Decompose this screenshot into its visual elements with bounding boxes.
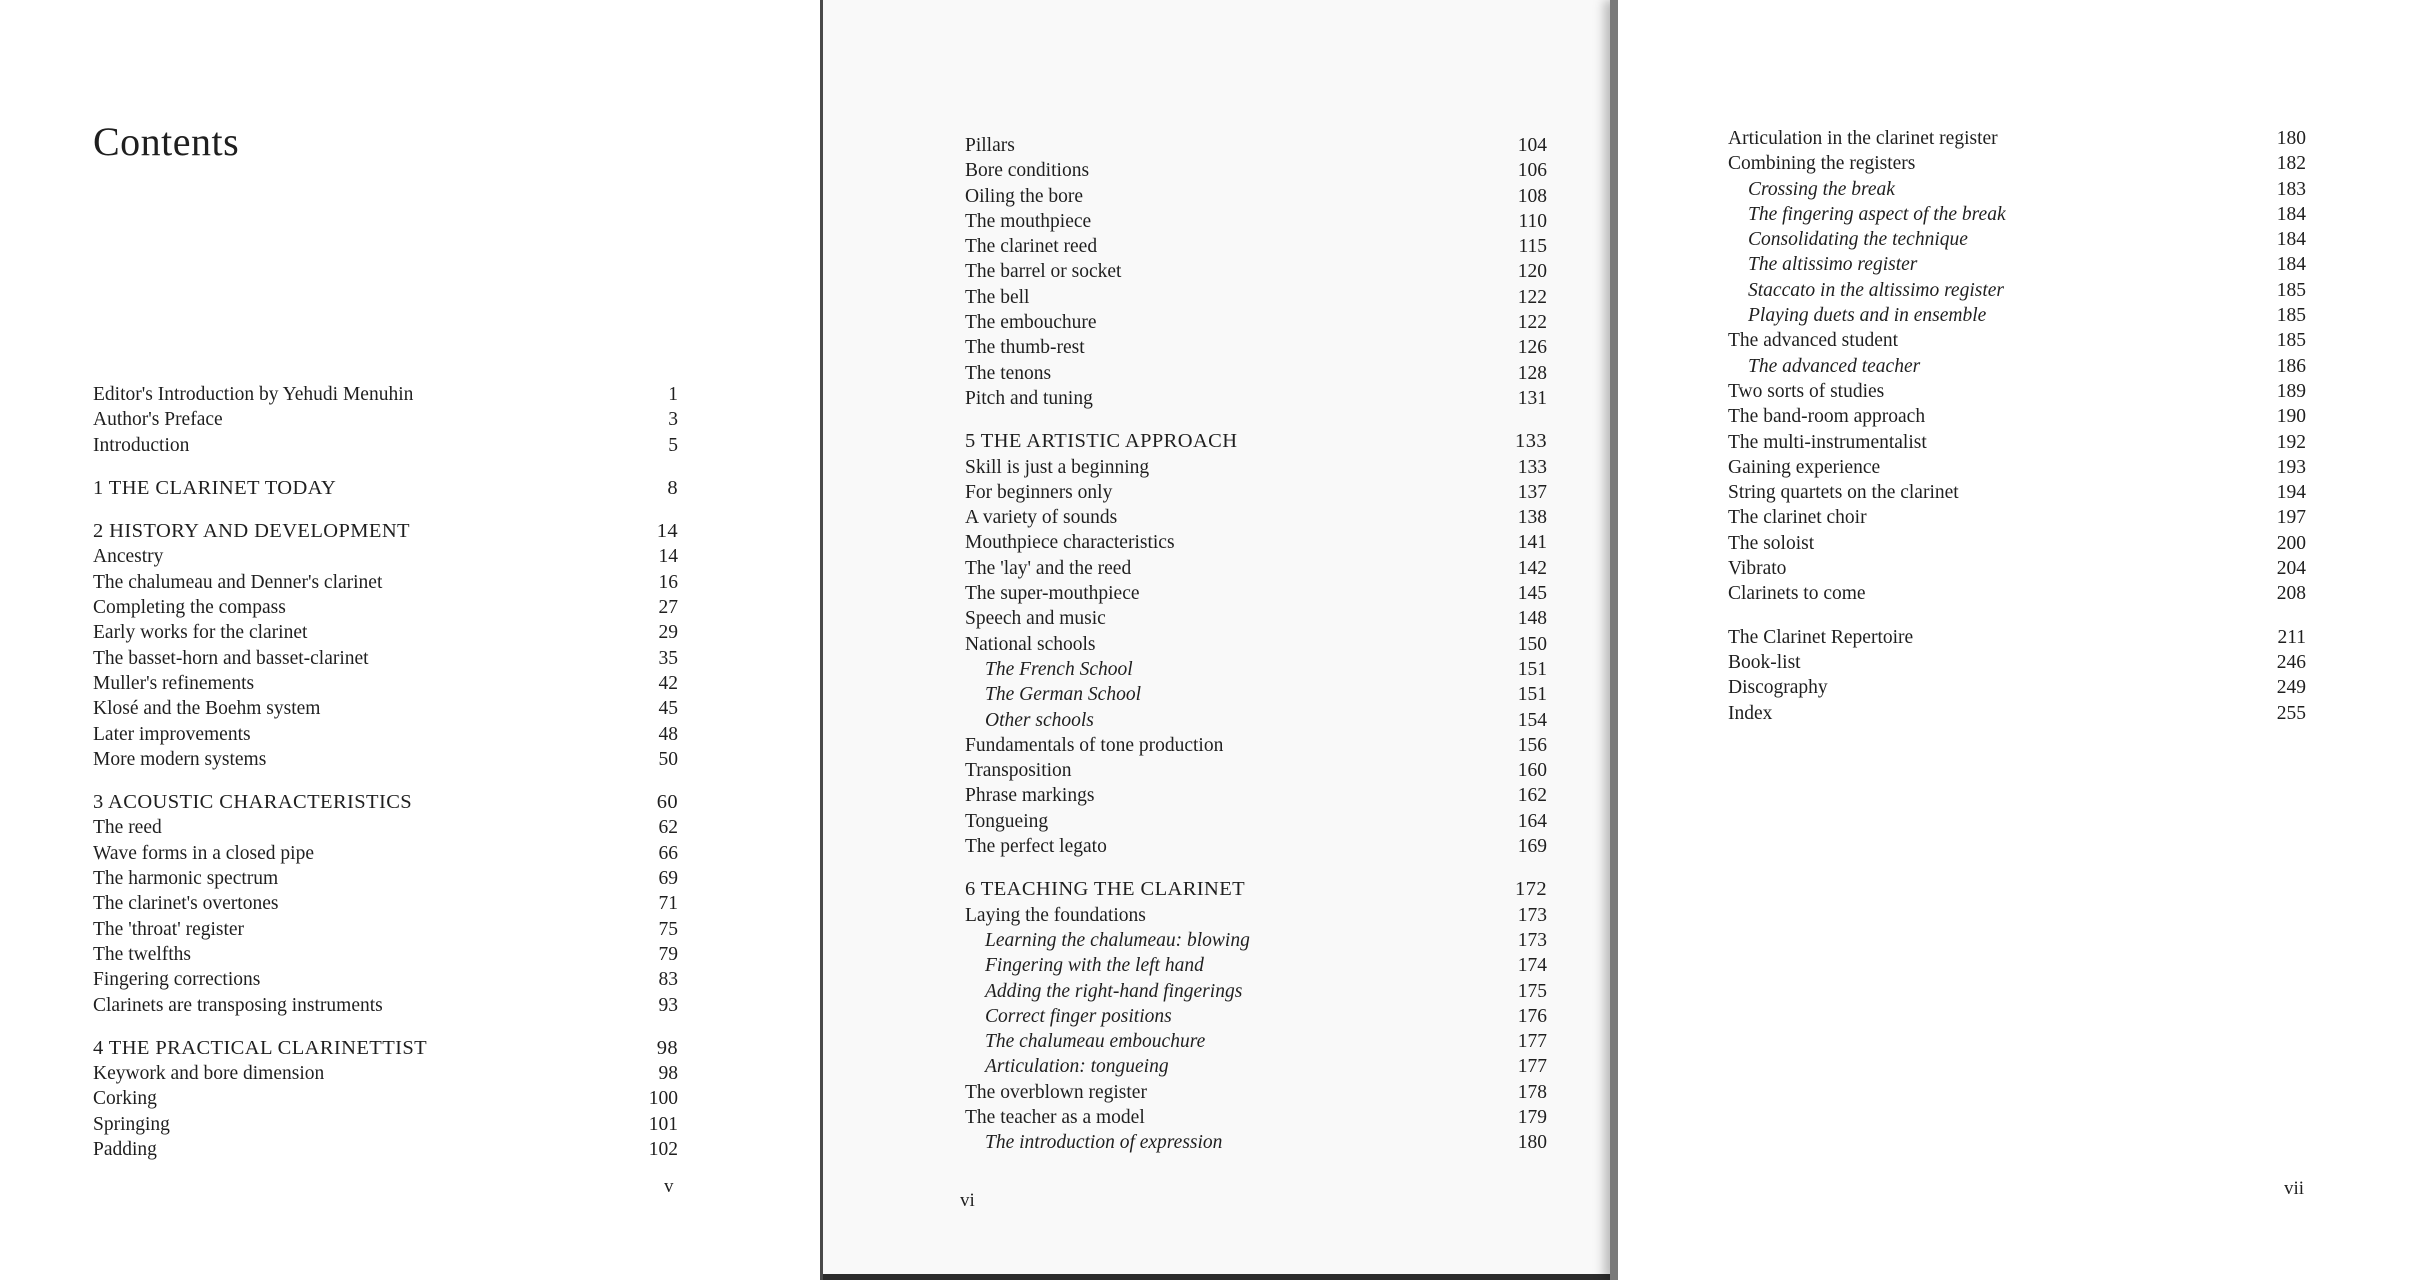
toc-entry xyxy=(1728,278,2306,303)
toc-entry-title: Articulation in the clarinet register xyxy=(1728,128,1998,149)
toc-entry xyxy=(1728,625,2306,650)
toc-entry-page: 79 xyxy=(658,943,678,965)
toc-entry-title: Ancestry xyxy=(93,546,164,568)
toc-entry-title: Combining the registers xyxy=(1728,153,1916,175)
toc-entry-title: The teacher as a model xyxy=(965,1106,1145,1128)
toc-entry xyxy=(93,646,678,671)
toc-entry xyxy=(965,1080,1547,1105)
toc-entry-page: 184 xyxy=(2276,229,2306,251)
toc-entry-page: 83 xyxy=(658,969,678,991)
toc-entry xyxy=(965,581,1547,606)
toc-entry xyxy=(965,310,1547,335)
toc-entry-title: Klosé and the Boehm system xyxy=(93,698,321,720)
toc-entry xyxy=(965,209,1547,234)
toc-entry-page: 104 xyxy=(1517,135,1547,156)
toc-entry xyxy=(965,429,1547,454)
toc-entry-page: 164 xyxy=(1517,810,1547,832)
toc-entry xyxy=(965,133,1547,158)
toc-entry-title: Early works for the clarinet xyxy=(93,622,308,644)
toc-entry xyxy=(93,433,678,458)
toc-entry-page: 122 xyxy=(1517,312,1547,334)
toc-entry-title: Completing the compass xyxy=(93,597,286,619)
toc-entry xyxy=(93,841,678,866)
toc-entry-title: 2 HISTORY AND DEVELOPMENT xyxy=(93,520,410,543)
toc-entry xyxy=(965,505,1547,530)
toc-entry-title: The chalumeau and Denner's clarinet xyxy=(93,571,383,593)
toc-entry-page: 156 xyxy=(1517,734,1547,756)
toc-entry-page: 5 xyxy=(668,434,678,456)
toc-entry-page: 180 xyxy=(2276,128,2306,149)
toc-entry-page: 122 xyxy=(1517,286,1547,308)
toc-entry xyxy=(93,1036,678,1061)
toc-entry-title: Muller's refinements xyxy=(93,672,255,694)
toc-entry-title: The reed xyxy=(93,817,162,839)
toc-entry-page: 14 xyxy=(658,546,678,568)
toc-entry-title: The clarinet's overtones xyxy=(93,893,279,915)
toc-entry xyxy=(965,834,1547,859)
toc-entry-page: 194 xyxy=(2276,482,2306,504)
toc-entry xyxy=(1728,650,2306,675)
toc-entry xyxy=(93,620,678,645)
toc-entry-page: 98 xyxy=(658,1063,678,1085)
toc-entry xyxy=(93,891,678,916)
toc-entry-title: The introduction of expression xyxy=(985,1132,1223,1154)
toc-entry-title: Editor's Introduction by Yehudi Menuhin xyxy=(93,384,414,405)
toc-entry xyxy=(965,335,1547,360)
toc-entry-page: 184 xyxy=(2276,203,2306,225)
toc-entry-page: 137 xyxy=(1517,481,1547,503)
toc-entry-page: 255 xyxy=(2276,702,2306,724)
toc-entry-page: 174 xyxy=(1517,955,1547,977)
toc-entry xyxy=(1728,126,2306,151)
toc-entry-title: 4 THE PRACTICAL CLARINETTIST xyxy=(93,1036,428,1059)
toc-entry-page: 48 xyxy=(658,723,678,745)
toc-entry-title: Clarinets are transposing instruments xyxy=(93,994,383,1016)
toc-entry xyxy=(965,285,1547,310)
toc-entry xyxy=(1728,252,2306,277)
toc-entry-title: Fingering with the left hand xyxy=(985,955,1204,977)
toc-entry-title: 3 ACOUSTIC CHARACTERISTICS xyxy=(93,791,413,814)
toc-entry xyxy=(1728,455,2306,480)
toc-entry xyxy=(965,480,1547,505)
toc-entry xyxy=(93,570,678,595)
toc-entry-title: Oiling the bore xyxy=(965,185,1084,207)
toc-entry-page: 204 xyxy=(2276,558,2306,580)
toc-entry xyxy=(965,708,1547,733)
toc-entry xyxy=(93,1061,678,1086)
toc-entry xyxy=(1728,328,2306,353)
toc-entry-title: The advanced student xyxy=(1728,330,1899,352)
toc-entry-page: 185 xyxy=(2276,279,2306,301)
toc-entry xyxy=(93,696,678,721)
toc-entry-title: The embouchure xyxy=(965,312,1097,334)
toc-entry-page: 50 xyxy=(658,748,678,770)
toc-entry-title: Fingering corrections xyxy=(93,969,261,991)
toc-entry-page: 102 xyxy=(648,1139,678,1161)
toc-entry-page: 62 xyxy=(658,817,678,839)
toc-entry-title: Phrase markings xyxy=(965,785,1095,807)
toc-entry-title: The perfect legato xyxy=(965,836,1107,858)
toc-entry xyxy=(93,967,678,992)
toc-entry-page: 246 xyxy=(2276,651,2306,673)
toc-entry-page: 120 xyxy=(1517,261,1547,283)
toc-page-vi xyxy=(820,0,1613,1280)
toc-entry-page: 154 xyxy=(1517,709,1547,731)
toc-entry xyxy=(965,606,1547,631)
toc-entry-page: 115 xyxy=(1518,236,1547,258)
toc-entry-page: 173 xyxy=(1517,929,1547,951)
toc-entry-title: The barrel or socket xyxy=(965,261,1122,283)
toc-entry-title: The tenons xyxy=(965,362,1052,384)
toc-entry-title: Later improvements xyxy=(93,723,251,745)
toc-entry xyxy=(1728,151,2306,176)
toc-entry-page: 208 xyxy=(2276,583,2306,605)
toc-entry xyxy=(1728,505,2306,530)
toc-entry xyxy=(1728,581,2306,606)
toc-entry-page: 128 xyxy=(1517,362,1547,384)
toc-entry xyxy=(965,733,1547,758)
toc-entry-title: National schools xyxy=(965,633,1096,655)
toc-entry-title: Other schools xyxy=(985,709,1094,731)
toc-entry-title: Discography xyxy=(1728,677,1828,699)
toc-entry xyxy=(93,866,678,891)
toc-entry xyxy=(965,158,1547,183)
toc-page-v xyxy=(0,0,820,1280)
toc-entry xyxy=(1728,227,2306,252)
toc-entry-page: 100 xyxy=(648,1088,678,1110)
toc-entry-title: Consolidating the technique xyxy=(1748,229,1968,251)
toc-entry-title: Laying the foundations xyxy=(965,904,1146,926)
toc-entry-title: The band-room approach xyxy=(1728,406,1926,428)
toc-entry-title: Fundamentals of tone production xyxy=(965,734,1224,756)
toc-entry-title: Transposition xyxy=(965,760,1072,782)
toc-entry xyxy=(93,519,678,544)
toc-entry xyxy=(1728,701,2306,726)
toc-entry-page: 29 xyxy=(658,622,678,644)
toc-entry-title: Two sorts of studies xyxy=(1728,380,1885,402)
toc-entry xyxy=(965,386,1547,411)
toc-entry xyxy=(965,259,1547,284)
toc-entry-page: 173 xyxy=(1517,904,1547,926)
toc-entry-title: 5 THE ARTISTIC APPROACH xyxy=(965,430,1238,453)
toc-entry-title: Bore conditions xyxy=(965,160,1090,182)
toc-entry-page: 71 xyxy=(658,893,678,915)
toc-entry-page: 176 xyxy=(1517,1005,1547,1027)
toc-entry xyxy=(1728,379,2306,404)
toc-entry xyxy=(965,928,1547,953)
toc-entry xyxy=(965,632,1547,657)
toc-entry xyxy=(965,682,1547,707)
toc-entry xyxy=(1728,556,2306,581)
toc-entry-page: 148 xyxy=(1517,608,1547,630)
toc-entry-page: 200 xyxy=(2276,532,2306,554)
toc-entry xyxy=(965,979,1547,1004)
page-number-vi: vi xyxy=(960,1190,975,1211)
toc-entry-title: Wave forms in a closed pipe xyxy=(93,842,314,864)
toc-entry-title: The overblown register xyxy=(965,1081,1147,1103)
toc-entry-title: The German School xyxy=(985,684,1141,706)
toc-entry-page: 184 xyxy=(2276,254,2306,276)
toc-entry-title: Introduction xyxy=(93,434,190,456)
toc-entry xyxy=(965,455,1547,480)
toc-entry-page: 160 xyxy=(1517,760,1547,782)
toc-entry-page: 142 xyxy=(1517,557,1547,579)
toc-entry-page: 151 xyxy=(1517,658,1547,680)
toc-entry-page: 192 xyxy=(2276,431,2306,453)
toc-entry xyxy=(965,953,1547,978)
toc-entry-page: 133 xyxy=(1515,430,1547,453)
toc-entry-page: 27 xyxy=(658,597,678,619)
toc-entry-title: A variety of sounds xyxy=(965,507,1118,529)
toc-entry-page: 189 xyxy=(2276,380,2306,402)
toc-entry-title: The basset-horn and basset-clarinet xyxy=(93,647,369,669)
toc-entry-page: 75 xyxy=(658,918,678,940)
toc-entry-page: 141 xyxy=(1517,532,1547,554)
toc-entry xyxy=(965,1130,1547,1155)
toc-entry xyxy=(965,234,1547,259)
toc-entry xyxy=(1728,177,2306,202)
toc-entry xyxy=(1728,531,2306,556)
toc-entry-page: 183 xyxy=(2276,178,2306,200)
toc-entry xyxy=(965,809,1547,834)
page-number-v: v xyxy=(664,1176,674,1197)
toc-entry xyxy=(93,1112,678,1137)
toc-entry-title: Gaining experience xyxy=(1728,456,1881,478)
toc-entry-page: 66 xyxy=(658,842,678,864)
toc-entry-title: Index xyxy=(1728,702,1773,724)
toc-entry xyxy=(965,1105,1547,1130)
toc-entry-page: 193 xyxy=(2276,456,2306,478)
toc-list-page-v xyxy=(93,382,678,1162)
toc-entry-title: Pillars xyxy=(965,135,1015,156)
toc-entry xyxy=(965,1029,1547,1054)
toc-entry-title: Adding the right-hand fingerings xyxy=(985,980,1243,1002)
toc-entry xyxy=(965,783,1547,808)
toc-entry-page: 177 xyxy=(1517,1056,1547,1078)
toc-entry xyxy=(93,1137,678,1162)
toc-entry-page: 186 xyxy=(2276,355,2306,377)
toc-entry-page: 133 xyxy=(1517,456,1547,478)
toc-entry-title: The soloist xyxy=(1728,532,1815,554)
toc-entry xyxy=(965,184,1547,209)
toc-entry xyxy=(93,382,678,407)
toc-entry-title: Crossing the break xyxy=(1748,178,1895,200)
toc-entry xyxy=(93,722,678,747)
toc-entry xyxy=(965,903,1547,928)
toc-entry-title: Vibrato xyxy=(1728,558,1787,580)
toc-entry-page: 175 xyxy=(1517,980,1547,1002)
toc-entry xyxy=(93,407,678,432)
toc-entry xyxy=(965,1054,1547,1079)
toc-entry-page: 45 xyxy=(658,698,678,720)
toc-entry-title: 6 TEACHING THE CLARINET xyxy=(965,878,1246,901)
toc-entry xyxy=(93,476,678,501)
toc-entry-page: 185 xyxy=(2276,305,2306,327)
toc-entry-page: 101 xyxy=(648,1113,678,1135)
toc-entry xyxy=(93,544,678,569)
toc-entry-page: 178 xyxy=(1517,1081,1547,1103)
toc-entry-page: 211 xyxy=(2277,626,2306,648)
toc-entry xyxy=(965,657,1547,682)
toc-entry-page: 35 xyxy=(658,647,678,669)
toc-entry xyxy=(93,942,678,967)
toc-entry-title: More modern systems xyxy=(93,748,267,770)
toc-entry-title: The mouthpiece xyxy=(965,210,1092,232)
toc-entry-page: 60 xyxy=(656,791,678,814)
toc-entry-page: 151 xyxy=(1517,684,1547,706)
toc-entry xyxy=(1728,202,2306,227)
toc-entry-title: Clarinets to come xyxy=(1728,583,1866,605)
toc-entry xyxy=(93,993,678,1018)
toc-entry xyxy=(965,1004,1547,1029)
toc-entry-title: The 'lay' and the reed xyxy=(965,557,1132,579)
toc-entry xyxy=(1728,404,2306,429)
toc-entry xyxy=(1728,480,2306,505)
toc-entry xyxy=(1728,430,2306,455)
toc-entry-page: 179 xyxy=(1517,1106,1547,1128)
toc-entry-title: The fingering aspect of the break xyxy=(1748,203,2006,225)
toc-entry xyxy=(93,1086,678,1111)
toc-entry-title: Learning the chalumeau: blowing xyxy=(985,929,1250,951)
toc-entry-title: The super-mouthpiece xyxy=(965,583,1140,605)
toc-entry-title: Staccato in the altissimo register xyxy=(1748,279,2005,301)
toc-entry-page: 169 xyxy=(1517,836,1547,858)
toc-entry-title: Correct finger positions xyxy=(985,1005,1172,1027)
toc-entry xyxy=(93,671,678,696)
toc-entry xyxy=(93,790,678,815)
toc-entry-title: The multi-instrumentalist xyxy=(1728,431,1927,453)
toc-entry-title: The Clarinet Repertoire xyxy=(1728,626,1914,648)
toc-entry-title: The clarinet reed xyxy=(965,236,1098,258)
toc-entry-page: 1 xyxy=(668,384,678,405)
toc-entry-title: The chalumeau embouchure xyxy=(985,1031,1206,1053)
toc-entry-page: 3 xyxy=(668,409,678,431)
toc-list-page-vii xyxy=(1728,126,2306,726)
toc-entry-title: Skill is just a beginning xyxy=(965,456,1150,478)
toc-entry-title: Articulation: tongueing xyxy=(985,1056,1169,1078)
toc-entry xyxy=(965,556,1547,581)
toc-entry-title: Springing xyxy=(93,1113,170,1135)
toc-entry xyxy=(93,595,678,620)
toc-entry-page: 150 xyxy=(1517,633,1547,655)
toc-entry-page: 138 xyxy=(1517,507,1547,529)
toc-entry-title: Speech and music xyxy=(965,608,1106,630)
toc-entry xyxy=(93,747,678,772)
toc-entry-title: The harmonic spectrum xyxy=(93,868,279,890)
toc-entry-title: For beginners only xyxy=(965,481,1113,503)
toc-entry-page: 42 xyxy=(658,672,678,694)
toc-entry-page: 108 xyxy=(1517,185,1547,207)
toc-entry xyxy=(1728,303,2306,328)
toc-entry-page: 249 xyxy=(2276,677,2306,699)
toc-entry-page: 180 xyxy=(1517,1132,1547,1154)
toc-entry xyxy=(965,361,1547,386)
toc-entry-title: The clarinet choir xyxy=(1728,507,1867,529)
toc-entry-title: Author's Preface xyxy=(93,409,223,431)
toc-entry-title: String quartets on the clarinet xyxy=(1728,482,1959,504)
toc-entry-title: Playing duets and in ensemble xyxy=(1748,305,1987,327)
toc-entry-title: The French School xyxy=(985,658,1133,680)
toc-entry-title: Book-list xyxy=(1728,651,1801,673)
toc-entry-title: The thumb-rest xyxy=(965,337,1085,359)
toc-entry xyxy=(1728,675,2306,700)
toc-entry-page: 93 xyxy=(658,994,678,1016)
toc-entry-title: The twelfths xyxy=(93,943,192,965)
page-number-vii: vii xyxy=(2284,1178,2305,1199)
toc-entry xyxy=(965,877,1547,902)
toc-list-page-vi xyxy=(965,133,1547,1156)
toc-entry-page: 145 xyxy=(1517,583,1547,605)
toc-entry-page: 98 xyxy=(656,1036,678,1059)
toc-entry-title: Padding xyxy=(93,1139,157,1161)
toc-entry-page: 177 xyxy=(1517,1031,1547,1053)
contents-heading: Contents xyxy=(93,119,240,164)
toc-entry-title: Pitch and tuning xyxy=(965,387,1093,409)
toc-entry-page: 185 xyxy=(2276,330,2306,352)
toc-entry-title: Tongueing xyxy=(965,810,1049,832)
toc-entry-page: 110 xyxy=(1518,210,1547,232)
toc-entry xyxy=(93,917,678,942)
toc-entry-title: The advanced teacher xyxy=(1748,355,1921,377)
toc-entry-title: The 'throat' register xyxy=(93,918,245,940)
toc-entry-title: 1 THE CLARINET TODAY xyxy=(93,476,337,499)
toc-entry-page: 190 xyxy=(2276,406,2306,428)
toc-entry xyxy=(93,815,678,840)
toc-entry xyxy=(965,530,1547,555)
toc-entry-page: 172 xyxy=(1515,878,1547,901)
toc-entry-title: Mouthpiece characteristics xyxy=(965,532,1175,554)
toc-entry-page: 69 xyxy=(658,868,678,890)
toc-entry-page: 197 xyxy=(2276,507,2306,529)
toc-entry-page: 126 xyxy=(1517,337,1547,359)
toc-entry-page: 16 xyxy=(658,571,678,593)
toc-entry-page: 14 xyxy=(656,520,678,543)
toc-entry-title: Corking xyxy=(93,1088,157,1110)
toc-page-vii xyxy=(1610,0,2418,1280)
toc-entry-page: 106 xyxy=(1517,160,1547,182)
toc-entry-title: The bell xyxy=(965,286,1030,308)
toc-entry-title: The altissimo register xyxy=(1748,254,1918,276)
toc-entry xyxy=(965,758,1547,783)
toc-entry xyxy=(1728,354,2306,379)
toc-entry-page: 182 xyxy=(2276,153,2306,175)
toc-entry-title: Keywork and bore dimension xyxy=(93,1063,325,1085)
toc-entry-page: 131 xyxy=(1517,387,1547,409)
toc-entry-page: 8 xyxy=(667,476,678,499)
toc-entry-page: 162 xyxy=(1517,785,1547,807)
